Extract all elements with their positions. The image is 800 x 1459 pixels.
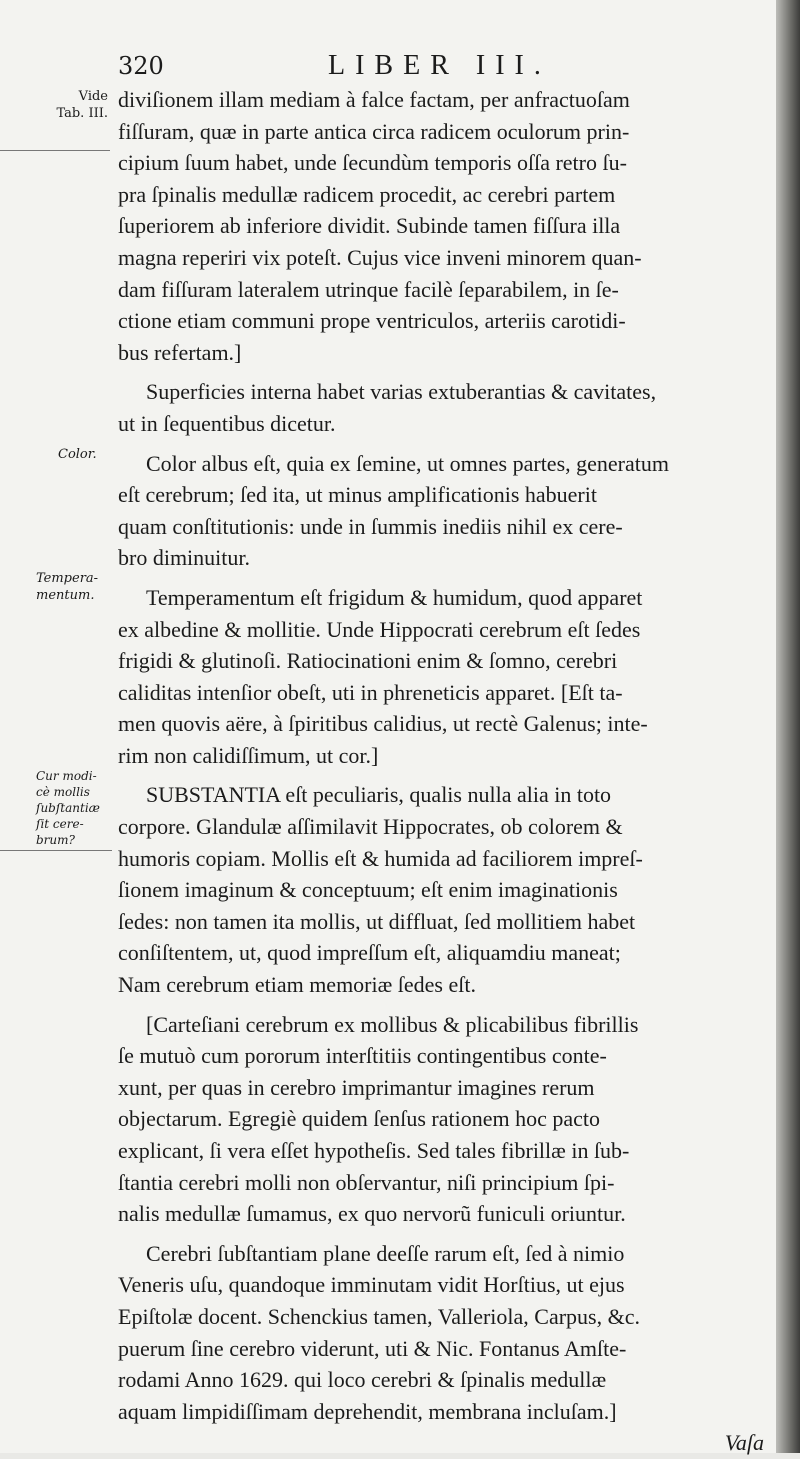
text-line: humoris copiam. Mollis eſt & humida ad faciliorem impreſ- [118, 845, 643, 871]
text-line: quam conſtitutionis: unde in ſummis inediis nihil ex cere- [118, 513, 623, 539]
text-line: frigidi & glutinoſi. Ratiocinationi enim & ſomno, cerebri [118, 648, 618, 674]
text-line: puerum ſine cerebro viderunt, uti & Nic. Fontanus Amſte- [118, 1335, 627, 1361]
page-edge [776, 0, 800, 1453]
text-line: ſtantia cerebri molli non obſervantur, niſi principium ſpi- [118, 1169, 615, 1195]
text-line: magna reperiri vix poteſt. Cujus vice inveni minorem quan- [118, 244, 642, 270]
page-header [118, 48, 768, 88]
text-line: Color albus eſt, quia ex ſemine, ut omnes partes, generatum [146, 450, 669, 476]
margin-note-vide: Vide Tab. III. [56, 89, 108, 121]
paragraph [118, 779, 770, 1000]
catchword: Vaſa [724, 1430, 764, 1456]
margin-note-substantia: Cur modi- cè mollis ſubſtantiæ ſit cere- brum? [36, 769, 100, 847]
text-line: men quovis aëre, à ſpiritibus calidius, ut rectè Galenus; inte- [118, 711, 648, 737]
margin-rule [0, 850, 112, 851]
text-line: rodami Anno 1629. qui loco cerebri & ſpinalis medullæ [118, 1367, 607, 1393]
text-line: dam fiſſuram lateralem utrinque facilè ſeparabilem, in ſe- [118, 276, 619, 302]
text-line: cipium ſuum habet, unde ſecundùm temporis oſſa retro ſu- [118, 150, 627, 176]
text-line: ex albedine & mollitie. Unde Hippocrati cerebrum eſt ſedes [118, 616, 641, 642]
text-line: diviſionem illam mediam à falce factam, per anfractuoſam [118, 87, 630, 112]
text-line: aquam limpidiſſimam deprehendit, membrana incluſam.] [118, 1398, 617, 1424]
text-line: Epiſtolæ docent. Schenckius tamen, Valleriola, Carpus, &c. [118, 1303, 640, 1329]
text-line: fiſſuram, quæ in parte antica circa radicem oculorum prin- [118, 118, 630, 144]
paragraph [118, 448, 770, 574]
text-line: Superficies interna habet varias extuberantias & cavitates, [146, 379, 657, 405]
paragraph [118, 1009, 770, 1230]
paragraph [118, 1238, 770, 1428]
text-line: rim non calidiſſimum, ut cor.] [118, 742, 379, 768]
running-head: LIBER III. [328, 50, 551, 81]
margin-note-color: Color. [58, 447, 97, 462]
text-line: pra ſpinalis medullæ radicem procedit, ac cerebri partem [118, 181, 616, 207]
text-line: objectarum. Egregiè quidem ſenſus rationem hoc pacto [118, 1106, 601, 1132]
text-line: SUBSTANTIA eſt peculiaris, qualis nulla alia in toto [146, 782, 612, 808]
text-line: caliditas intenſior obeſt, uti in phreneticis apparet. [Eſt ta- [118, 679, 623, 705]
text-line: xunt, per quas in cerebro imprimantur imagines rerum [118, 1074, 595, 1100]
text-line: corpore. Glandulæ aſſimilavit Hippocrates, ob colorem & [118, 814, 623, 840]
text-line: Nam cerebrum etiam memoriæ ſedes eſt. [118, 972, 476, 998]
text-line: Cerebri ſubſtantiam plane deeſſe rarum eſt, ſed à nimio [146, 1240, 625, 1266]
paragraph [118, 84, 770, 368]
text-line: ſuperiorem ab inferiore dividit. Subinde tamen fiſſura illa [118, 213, 621, 239]
text-line: ſionem imaginum & conceptuum; eſt enim imaginationis [118, 877, 618, 903]
paragraph [118, 582, 770, 772]
text-line: Temperamentum eſt frigidum & humidum, quod apparet [146, 584, 643, 610]
text-line: eſt cerebrum; ſed ita, ut minus amplificationis habuerit [118, 482, 597, 508]
margin-note-temperamentum: Tempera- mentum. [36, 571, 99, 603]
text-line: conſiſtentem, ut, quod impreſſum eſt, aliquamdiu maneat; [118, 940, 621, 966]
text-line: [Carteſiani cerebrum ex mollibus & plicabilibus fibrillis [146, 1011, 639, 1037]
paragraph [118, 376, 770, 439]
text-line: bro diminuitur. [118, 545, 250, 571]
text-line: ſe mutuò cum pororum interſtitiis contingentibus conte- [118, 1043, 607, 1069]
text-line: explicant, ſi vera eſſet hypotheſis. Sed tales fibrillæ in ſub- [118, 1138, 630, 1163]
page-number: 320 [118, 52, 164, 80]
body-text [118, 84, 770, 1459]
text-line: nalis medullæ ſumamus, ex quo nervorũ funiculi oriuntur. [118, 1201, 626, 1227]
text-line: ctione etiam communi prope ventriculos, arteriis carotidi- [118, 308, 626, 334]
text-line: ut in ſequentibus dicetur. [118, 410, 336, 436]
text-line: Veneris uſu, quandoque imminutam vidit Horſtius, ut ejus [118, 1272, 625, 1298]
text-line: bus refertam.] [118, 339, 242, 365]
margin-rule [0, 150, 110, 151]
text-line: ſedes: non tamen ita mollis, ut diffluat, ſed mollitiem habet [118, 908, 636, 934]
